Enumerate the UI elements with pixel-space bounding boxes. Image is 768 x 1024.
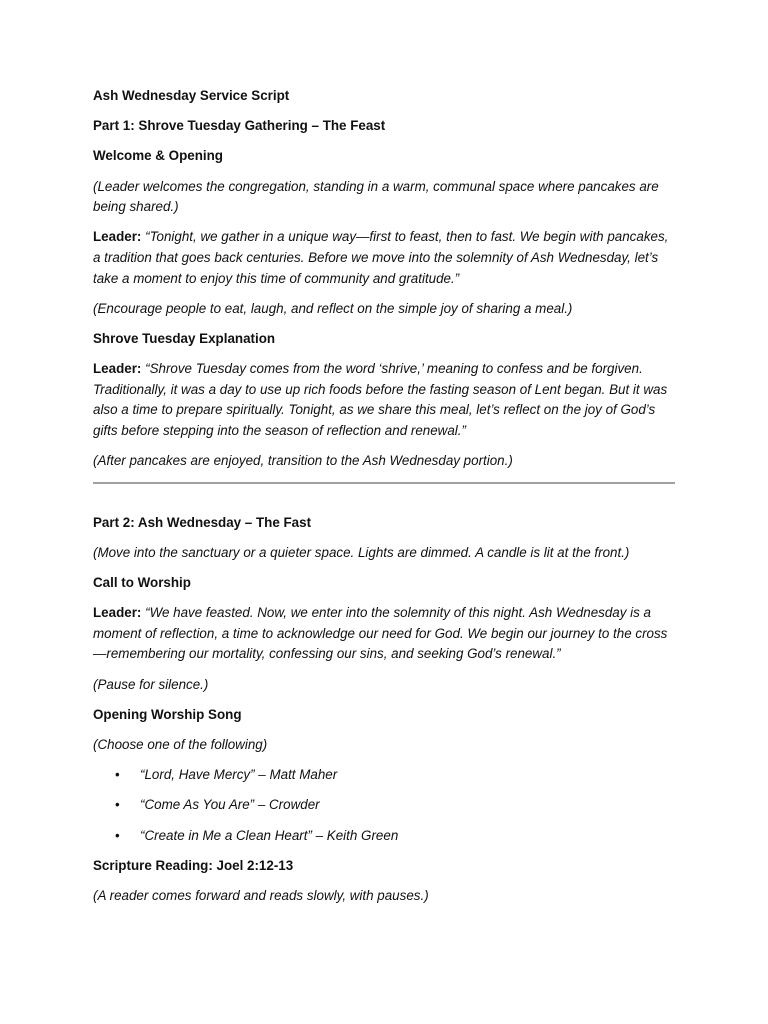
scripture-heading: Scripture Reading: Joel 2:12-13: [93, 857, 294, 873]
part1-heading: Part 1: Shrove Tuesday Gathering – The Feast: [93, 118, 386, 134]
explanation-leader-quote: “Shrove Tuesday comes from the word ‘shrive,’ meaning to confess and be forgiven. Traditionally, it was a day to use up rich foods before the fasting season of Lent began. But it was also a time to prepare spiritually. Tonight, as we share this meal, let’s reflect on the joy of God’s gifts before stepping into the season of reflection and renewal.”: [93, 361, 668, 438]
welcome-heading: Welcome & Opening: [93, 148, 223, 164]
document-page: [93, 86, 677, 916]
song-list: [93, 765, 677, 846]
explanation-stage-direction: (After pancakes are enjoyed, transition to the Ash Wednesday portion.): [93, 453, 513, 469]
document-title: Ash Wednesday Service Script: [93, 88, 290, 103]
part2-stage-direction: (Move into the sanctuary or a quieter space. Lights are dimmed. A candle is lit at the front.): [93, 544, 630, 560]
bullet-icon: •: [115, 827, 120, 843]
explanation-heading: Shrove Tuesday Explanation: [93, 330, 276, 346]
welcome-stage-direction-2: (Encourage people to eat, laugh, and reflect on the simple joy of sharing a meal.): [93, 300, 573, 316]
welcome-leader-quote: “Tonight, we gather in a unique way—first to feast, then to fast. We begin with pancakes, a tradition that goes back centuries. Before we move into the solemnity of Ash Wednesday, let’s take a moment to enjoy this time of community and gratitude.”: [93, 229, 669, 286]
list-item: [93, 795, 677, 816]
song-title: “Create in Me a Clean Heart” – Keith Green: [140, 827, 399, 843]
part2-heading: Part 2: Ash Wednesday – The Fast: [93, 514, 312, 530]
welcome-leader-line: [93, 227, 677, 289]
song-choice-direction: (Choose one of the following): [93, 736, 268, 752]
leader-label: Leader:: [93, 605, 142, 621]
scripture-stage-direction: (A reader comes forward and reads slowly, with pauses.): [93, 887, 429, 903]
leader-label: Leader:: [93, 361, 142, 377]
welcome-stage-direction: (Leader welcomes the congregation, standing in a warm, communal space where pancakes are being shared.): [93, 178, 659, 215]
explanation-leader-line: [93, 359, 677, 441]
call-to-worship-heading: Call to Worship: [93, 575, 191, 591]
song-title: “Come As You Are” – Crowder: [140, 797, 320, 813]
pause-direction: (Pause for silence.): [93, 676, 209, 692]
list-item: [93, 765, 677, 786]
opening-song-heading: Opening Worship Song: [93, 706, 242, 722]
song-title: “Lord, Have Mercy” – Matt Maher: [140, 767, 338, 783]
section-divider: [93, 482, 675, 484]
list-item: [93, 826, 677, 847]
leader-label: Leader:: [93, 229, 142, 245]
bullet-icon: •: [115, 797, 120, 813]
bullet-icon: •: [115, 767, 120, 783]
call-leader-quote: “We have feasted. Now, we enter into the solemnity of this night. Ash Wednesday is a moment of reflection, a time to acknowledge our need for God. We begin our journey to the cross—remembering our mortality, confessing our sins, and seeking God’s renewal.”: [93, 605, 668, 662]
call-leader-line: [93, 603, 677, 665]
